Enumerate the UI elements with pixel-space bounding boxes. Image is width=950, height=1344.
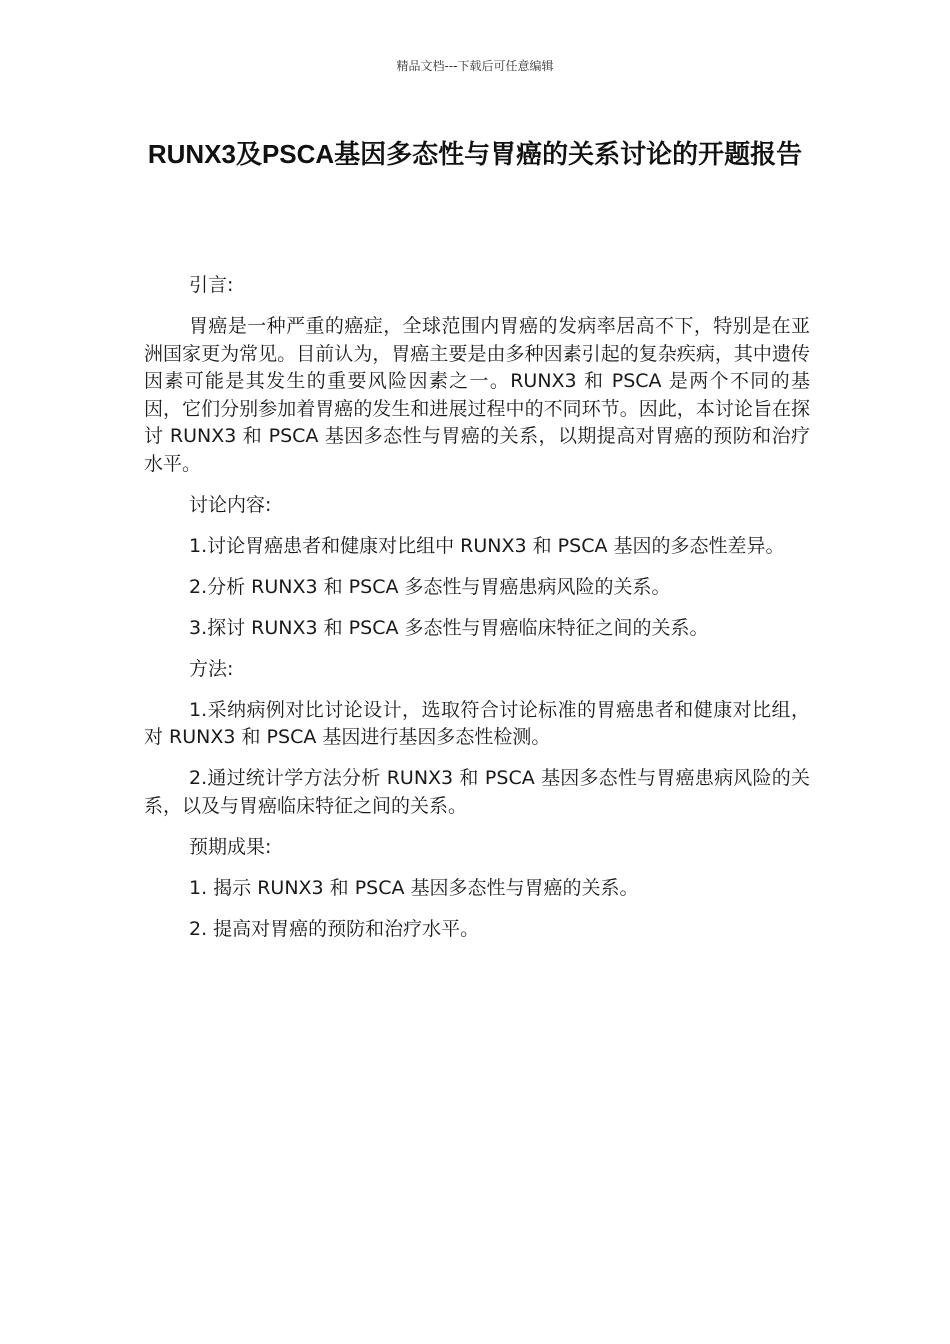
section-heading-methods: 方法: <box>189 657 234 680</box>
paragraph-introduction: 胃癌是一种严重的癌症，全球范围内胃癌的发病率居高不下，特别是在亚洲国家更为常见。目前认为，胃癌主要是由多种因素引起的复杂疾病，其中遗传因素可能是其发生的重要风险因素之一。RUNX3 和 PSCA 是两个不同的基因，它们分别参加着胃癌的发生和进展过程中的不同环节。因此，本讨论旨在探讨 RUNX3 和 PSCA 基因多态性与胃癌的关系，以期提高对胃癌的预防和治疗水平。 <box>144 315 810 475</box>
outcome-item-1: 1. 揭示 RUNX3 和 PSCA 基因多态性与胃癌的关系。 <box>189 876 639 899</box>
document-title: RUNX3及PSCA基因多态性与胃癌的关系讨论的开题报告 <box>147 139 803 169</box>
method-item-1: 1.采纳病例对比讨论设计，选取符合讨论标准的胃癌患者和健康对比组，对 RUNX3 和 PSCA 基因进行基因多态性检测。 <box>144 698 810 748</box>
section-heading-outcomes: 预期成果: <box>189 835 272 858</box>
section-heading-introduction: 引言: <box>189 274 234 296</box>
outcome-item-2: 2. 提高对胃癌的预防和治疗水平。 <box>189 917 480 940</box>
header-note: 精品文档---下载后可任意编辑 <box>396 59 554 73</box>
document-body <box>144 272 810 957</box>
method-item-2: 2.通过统计学方法分析 RUNX3 和 PSCA 基因多态性与胃癌患病风险的关系，以及与胃癌临床特征之间的关系。 <box>144 767 810 817</box>
section-heading-content: 讨论内容: <box>189 493 272 516</box>
content-item-3: 3.探讨 RUNX3 和 PSCA 多态性与胃癌临床特征之间的关系。 <box>189 616 709 639</box>
content-item-1: 1.讨论胃癌患者和健康对比组中 RUNX3 和 PSCA 基因的多态性差异。 <box>189 534 785 557</box>
content-item-2: 2.分析 RUNX3 和 PSCA 多态性与胃癌患病风险的关系。 <box>189 575 671 598</box>
